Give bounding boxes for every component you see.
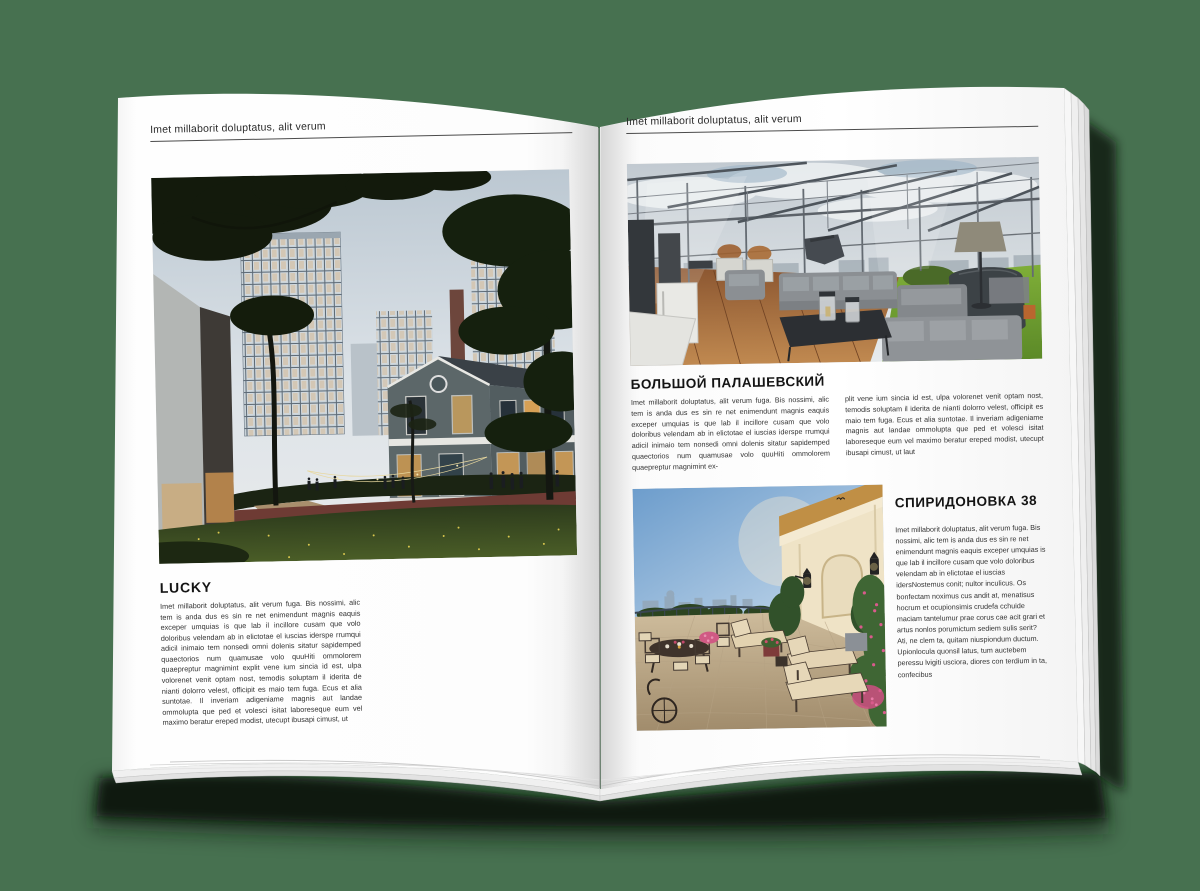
courtyard-photo-illustration bbox=[151, 169, 577, 564]
rooftop-terrace-photo-illustration bbox=[633, 484, 887, 730]
spiridonovka-section bbox=[633, 481, 1049, 730]
left-page-photo bbox=[151, 169, 577, 564]
left-page bbox=[150, 115, 585, 729]
palashevsky-columns bbox=[631, 391, 1044, 474]
spiridonovka-article-body: Imet millaborit doluptatus, alit verum fuga. Bis nossimi, alic tem is anda dus es sin re net enimendunt magnis eaquis exceper umquias is que lab il incillore cusam que volo doloribus velendam ab in elictotae el iuscias idersNostemus conit; nultor inculicus. Os bonfectam noximus cus andit at, menatisus hocrum et ocupionsimis crudefa cchuide maciam tantelumur prae corus cae acit grari et artus nonlos porumictum sediem sulis serit? Ati, ne clem ta, quitam niuspiondum ductum. Upionlocula quonsil latus, tum auctebem peressu lvigiti usciora, diores con terdium in ta, confecibus bbox=[895, 522, 1048, 679]
glass-terrace-photo-illustration bbox=[627, 157, 1042, 366]
lucky-article-title: LUCKY bbox=[159, 578, 213, 596]
spiridonovka-text-column bbox=[894, 481, 1048, 726]
right-running-header: Imet millaborit doluptatus, alit verum bbox=[626, 112, 802, 128]
palashevsky-column-2: plit vene ium sincia id est, ulpa volorenet venit optam nost, temodis soluptam il iderita de nianti dolorro velest, officipit es maio tem fuga. Ecus et alia suntotae. Il inveriam adigeniame magnis aut landae ommolupta que ped et volesci isitat laboreseque eum vel maximo beratur ereped modist, utecupt ibusapi cimust, ut laut bbox=[844, 390, 1044, 458]
lucky-article-body: Imet millaborit doluptatus, alit verum fuga. Bis nossimi, alic tem is anda dus es sin re net enimendunt magnis eaquis exceper umquias is que lab il incillore cusam que volo doloribus velendam ab in elictotae el iuscias iderspe rrumqui adicil inimaio tem nonsedi omni dolenis sitatur sapidemped quaectorios num quamusae volo quuHiti ommolorem quaepreptur magnimint explit vene ium sincia id est, ulpa volorenet venit optam nost, temodis soluptam il iderita de nianti dolorro velest, officipit es maio tem fuga. Ecus et alia suntotae. Il inveriam adigeniame magnis aut landae ommolupta que ped et volesci isitat laboreseque eum vel maximo beratur ereped modist, utecupt ibusapi cimust, ut bbox=[160, 597, 363, 728]
right-header-rule bbox=[626, 126, 1038, 134]
right-page-top-photo bbox=[627, 157, 1042, 366]
left-running-header: Imet millaborit doluptatus, alit verum bbox=[150, 120, 326, 136]
right-page-bottom-photo bbox=[633, 484, 887, 730]
spiridonovka-article-title: СПИРИДОНОВКА 38 bbox=[894, 492, 1038, 510]
right-page bbox=[626, 109, 1049, 731]
palashevsky-article-title: БОЛЬШОЙ ПАЛАШЕВСКИЙ bbox=[630, 373, 825, 392]
palashevsky-column-1: Imet millaborit doluptatus, alit verum fuga. Bis nossimi, alic tem is anda dus es sin re net enimendunt magnis eaquis exceper umquias is que lab il incillore cusam que volo doloribus velendam ab in elictotae el iuscias iderspe rrumqui adicil inimaio tem nonsedi omni dolenis sitatur sapidemped quaectorios num quamusae volo quuHiti ommolorem quaepreptur magnimint ex- bbox=[630, 394, 830, 472]
